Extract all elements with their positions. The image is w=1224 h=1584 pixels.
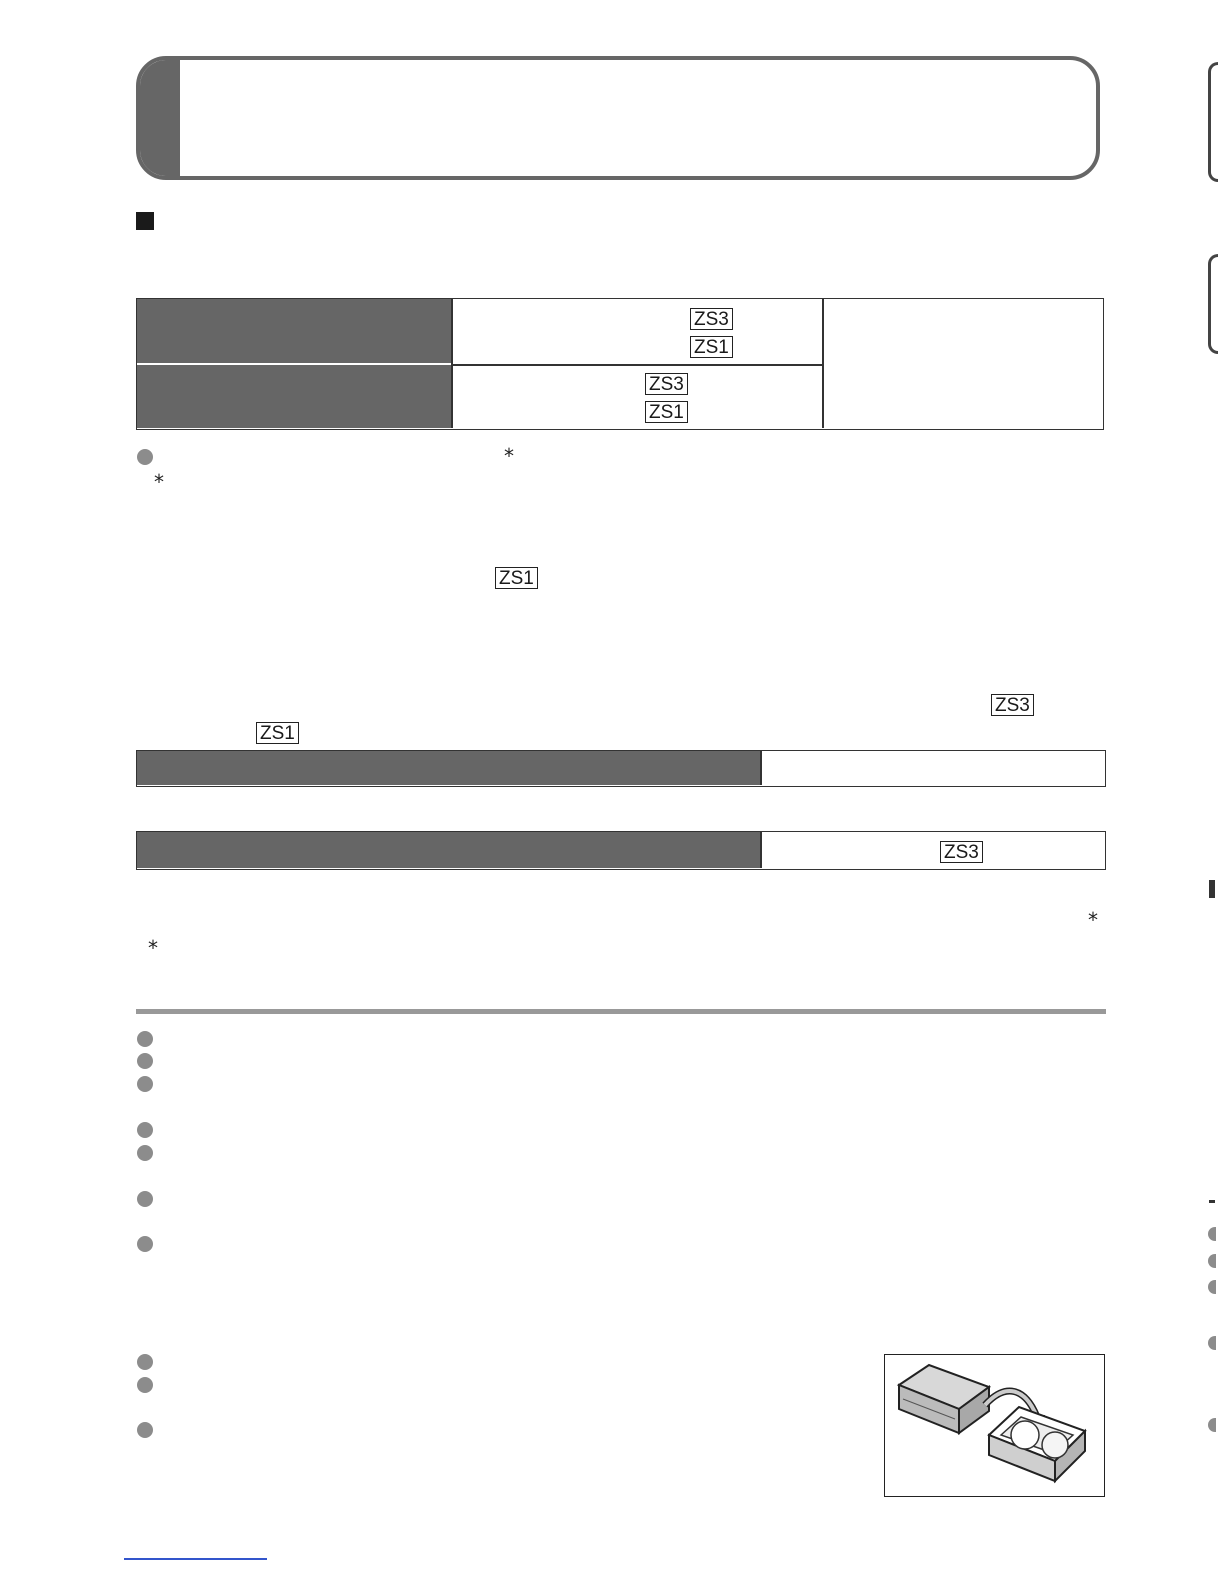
bullet-icon: [137, 1236, 153, 1252]
model-badge-zs3: ZS3: [690, 308, 733, 330]
footnote-asterisk: *: [154, 470, 164, 494]
info-table-2-header: [137, 832, 760, 868]
battery-charger-figure: [884, 1354, 1105, 1497]
spec-table-header-1: [137, 299, 451, 363]
edge-square-icon: [1209, 880, 1215, 898]
bullet-icon: [137, 449, 153, 465]
info-table-1: [136, 750, 1106, 787]
side-nav-tab[interactable]: [1208, 62, 1218, 182]
model-badge-zs1: ZS1: [495, 567, 538, 589]
bullet-icon: [137, 1191, 153, 1207]
bullet-icon: [1208, 1280, 1216, 1294]
footer-link-underline[interactable]: [124, 1558, 267, 1560]
bullet-icon: [1208, 1254, 1216, 1268]
model-badge-zs1: ZS1: [256, 722, 299, 744]
info-table-1-header: [137, 751, 760, 785]
edge-divider: [1209, 1200, 1215, 1203]
page-title-banner: [136, 56, 1100, 180]
bullet-icon: [137, 1354, 153, 1370]
bullet-icon: [137, 1145, 153, 1161]
section-square-icon: [136, 212, 154, 230]
bullet-icon: [137, 1122, 153, 1138]
bullet-icon: [137, 1422, 153, 1438]
spec-table-header-2: [137, 365, 451, 428]
model-badge-zs1: ZS1: [645, 401, 688, 423]
model-badge-zs1: ZS1: [690, 336, 733, 358]
side-nav-tab[interactable]: [1208, 254, 1218, 354]
banner-side-tab: [140, 60, 180, 176]
footnote-asterisk: *: [1088, 908, 1098, 932]
bullet-icon: [137, 1377, 153, 1393]
model-badge-zs3: ZS3: [991, 694, 1034, 716]
bullet-icon: [1208, 1418, 1216, 1432]
footnote-asterisk: *: [504, 444, 514, 468]
section-divider: [136, 1009, 1106, 1014]
bullet-icon: [137, 1031, 153, 1047]
model-badge-zs3: ZS3: [645, 373, 688, 395]
footnote-asterisk: *: [148, 936, 158, 960]
model-badge-zs3: ZS3: [940, 841, 983, 863]
bullet-icon: [137, 1053, 153, 1069]
spec-table: [136, 298, 1104, 430]
bullet-icon: [1208, 1227, 1216, 1241]
battery-charger-illustration: [885, 1355, 1103, 1495]
bullet-icon: [137, 1076, 153, 1092]
bullet-icon: [1208, 1336, 1216, 1350]
